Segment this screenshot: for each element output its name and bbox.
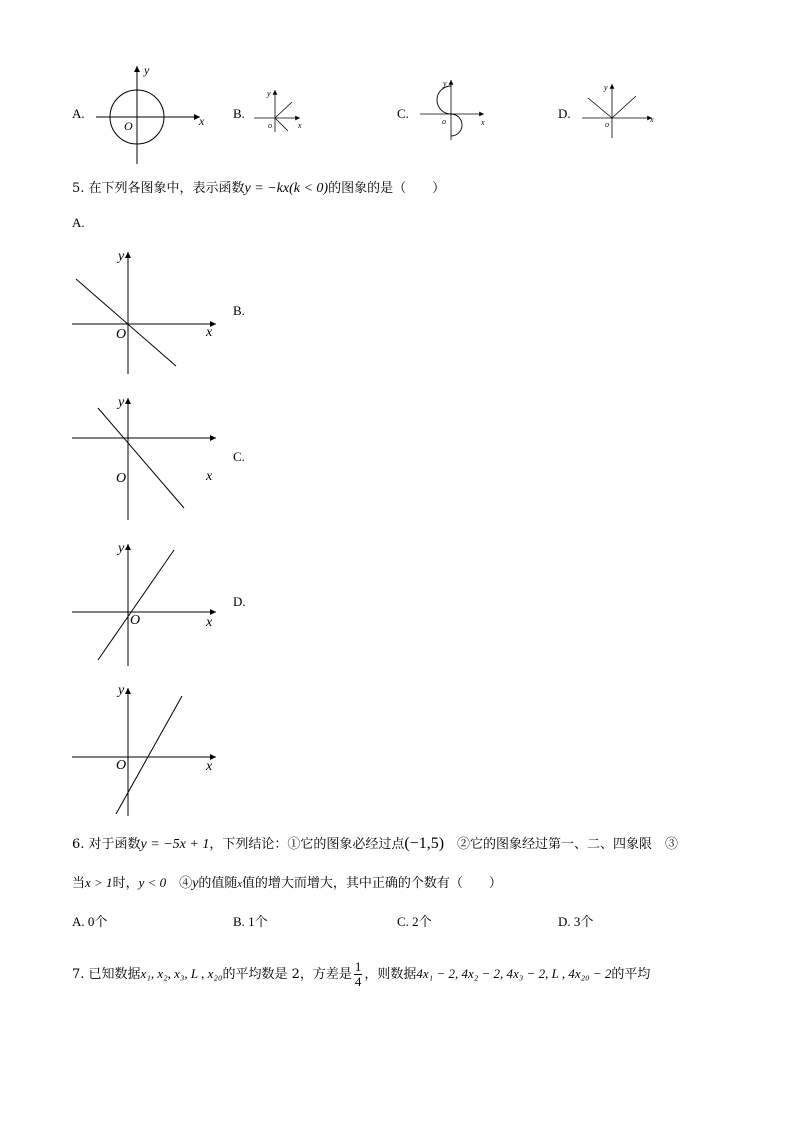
q5-option-c-label: C. bbox=[233, 449, 245, 464]
svg-text:x: x bbox=[481, 118, 485, 127]
question-7-stem: 7. 已知数据x₁, x₂, x₃, L , x₂₀的平均数是 2，方差是 $\frac{1}{4}$ ，则数据4x₁ − 2, 4x₂ − 2, 4x₃ − 2, L , 4x₂₀ − 2的平均 bbox=[72, 959, 651, 989]
question-6-line-1: 6. 对于函数y = −5x + 1，下列结论：①它的图象必经过点(−1,5) ②它的图象经过第一、二、四象限 ③ bbox=[72, 835, 679, 852]
q7-transformed-data: 4x₁ − 2, 4x₂ − 2, 4x₃ − 2, L , 4x₂₀ − 2 bbox=[416, 966, 612, 981]
q5-formula: y = −kx(k < 0) bbox=[244, 181, 329, 196]
svg-text:x: x bbox=[206, 759, 213, 774]
q5-graph-d bbox=[66, 680, 226, 820]
q6-option-a: A. 0个 bbox=[72, 914, 108, 929]
svg-text:y: y bbox=[267, 89, 271, 98]
svg-text:y: y bbox=[118, 249, 125, 264]
q4-option-b-graph bbox=[250, 86, 310, 136]
q5-option-d-label: D. bbox=[233, 594, 246, 609]
svg-text:x: x bbox=[206, 615, 213, 630]
svg-text:y: y bbox=[604, 83, 608, 92]
svg-text:x: x bbox=[199, 114, 205, 128]
q5-option-a-label: A. bbox=[72, 215, 85, 230]
svg-text:y: y bbox=[118, 683, 125, 698]
q4-option-a-graph bbox=[92, 62, 212, 166]
svg-text:y: y bbox=[144, 63, 150, 77]
svg-text:o: o bbox=[442, 117, 446, 126]
question-5-stem: 5. 在下列各图象中，表示函数y = −kx(k < 0)的图象的是（ ） bbox=[72, 181, 446, 196]
q4-option-d-label: D. bbox=[558, 106, 571, 121]
q4-option-c-graph bbox=[418, 76, 490, 142]
q4-option-a-label: A. bbox=[72, 106, 85, 121]
q7-data-list: x₁, x₂, x₃, L , x₂₀ bbox=[140, 966, 223, 981]
svg-text:o: o bbox=[605, 120, 609, 129]
q5-graph-c bbox=[66, 536, 226, 670]
svg-text:y: y bbox=[118, 541, 125, 556]
q7-variance-fraction: $\frac{1}{4}$ bbox=[354, 959, 362, 989]
line-graph-c bbox=[98, 550, 174, 660]
svg-text:O: O bbox=[116, 327, 127, 342]
line-graph-b bbox=[98, 408, 184, 508]
svg-text:O: O bbox=[116, 471, 127, 486]
svg-text:x: x bbox=[206, 325, 213, 340]
question-6-line-2: 当x > 1时，y < 0 ④y的值随x值的增大而增大，其中正确的个数有（ ） bbox=[72, 875, 502, 891]
q4-option-b-label: B. bbox=[233, 106, 245, 121]
q6-option-b: B. 1个 bbox=[233, 914, 268, 929]
q4-option-d-graph bbox=[580, 80, 660, 140]
line-graph-d bbox=[116, 696, 182, 814]
svg-text:O: O bbox=[130, 613, 141, 628]
svg-text:y: y bbox=[443, 79, 447, 88]
svg-text:x: x bbox=[650, 115, 654, 124]
q6-option-c: C. 2个 bbox=[397, 914, 432, 929]
svg-text:O: O bbox=[116, 758, 127, 773]
q6-option-d: D. 3个 bbox=[558, 914, 594, 929]
line-graph-a bbox=[76, 279, 176, 366]
svg-text:x: x bbox=[206, 469, 213, 484]
q5-option-b-label: B. bbox=[233, 303, 245, 318]
q5-graph-b bbox=[66, 390, 226, 524]
svg-text:y: y bbox=[118, 395, 125, 410]
svg-text:O: O bbox=[124, 119, 133, 133]
svg-text:x: x bbox=[298, 121, 302, 130]
q4-option-c-label: C. bbox=[397, 106, 409, 121]
q5-graph-a bbox=[66, 244, 226, 378]
svg-text:o: o bbox=[268, 121, 272, 130]
